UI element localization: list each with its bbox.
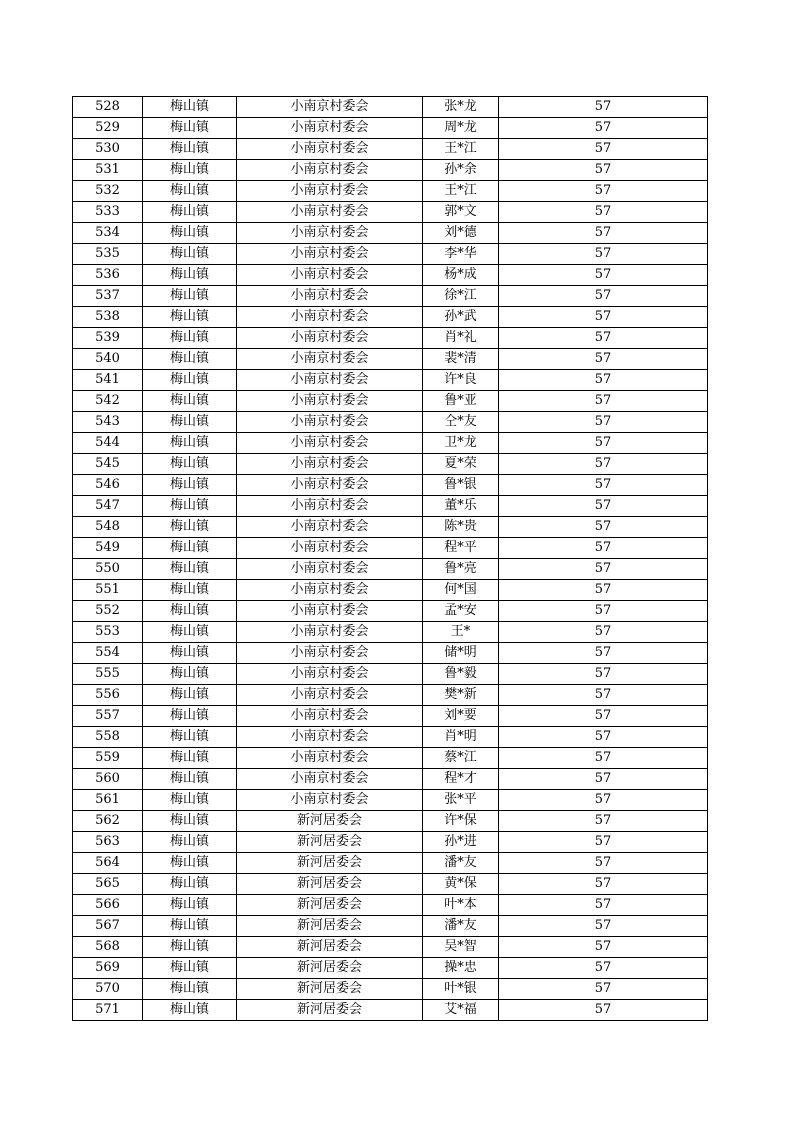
cell-committee: 新河居委会	[237, 937, 423, 958]
cell-amount: 57	[499, 412, 708, 433]
cell-name: 潘*友	[423, 916, 499, 937]
table-row	[73, 664, 708, 685]
cell-committee: 小南京村委会	[237, 454, 423, 475]
table-row	[73, 328, 708, 349]
cell-town: 梅山镇	[143, 244, 237, 265]
cell-amount: 57	[499, 706, 708, 727]
table-row	[73, 433, 708, 454]
table-row	[73, 412, 708, 433]
cell-amount: 57	[499, 160, 708, 181]
cell-name: 夏*荣	[423, 454, 499, 475]
table-row	[73, 202, 708, 223]
cell-town: 梅山镇	[143, 790, 237, 811]
cell-committee: 新河居委会	[237, 958, 423, 979]
table-row	[73, 265, 708, 286]
cell-number: 564	[73, 853, 143, 874]
cell-amount: 57	[499, 496, 708, 517]
cell-amount: 57	[499, 328, 708, 349]
cell-amount: 57	[499, 202, 708, 223]
cell-town: 梅山镇	[143, 223, 237, 244]
cell-amount: 57	[499, 1000, 708, 1021]
cell-town: 梅山镇	[143, 664, 237, 685]
cell-committee: 新河居委会	[237, 832, 423, 853]
cell-committee: 小南京村委会	[237, 538, 423, 559]
cell-amount: 57	[499, 349, 708, 370]
table-row	[73, 601, 708, 622]
table-body	[73, 97, 708, 1021]
table-row	[73, 727, 708, 748]
cell-name: 李*华	[423, 244, 499, 265]
cell-amount: 57	[499, 727, 708, 748]
cell-committee: 小南京村委会	[237, 286, 423, 307]
cell-number: 548	[73, 517, 143, 538]
table-row	[73, 748, 708, 769]
table-row	[73, 979, 708, 1000]
cell-committee: 新河居委会	[237, 895, 423, 916]
cell-amount: 57	[499, 244, 708, 265]
cell-number: 544	[73, 433, 143, 454]
cell-number: 566	[73, 895, 143, 916]
cell-number: 565	[73, 874, 143, 895]
cell-committee: 小南京村委会	[237, 559, 423, 580]
cell-town: 梅山镇	[143, 454, 237, 475]
table-row	[73, 391, 708, 412]
cell-town: 梅山镇	[143, 643, 237, 664]
table-row	[73, 349, 708, 370]
cell-town: 梅山镇	[143, 475, 237, 496]
cell-name: 刘*德	[423, 223, 499, 244]
cell-name: 许*良	[423, 370, 499, 391]
cell-amount: 57	[499, 895, 708, 916]
cell-name: 王*	[423, 622, 499, 643]
cell-number: 536	[73, 265, 143, 286]
cell-town: 梅山镇	[143, 202, 237, 223]
table-row	[73, 160, 708, 181]
cell-committee: 小南京村委会	[237, 370, 423, 391]
cell-committee: 小南京村委会	[237, 160, 423, 181]
cell-town: 梅山镇	[143, 370, 237, 391]
cell-committee: 小南京村委会	[237, 790, 423, 811]
cell-number: 568	[73, 937, 143, 958]
table-row	[73, 496, 708, 517]
cell-amount: 57	[499, 622, 708, 643]
cell-name: 程*才	[423, 769, 499, 790]
cell-name: 张*龙	[423, 97, 499, 118]
cell-number: 528	[73, 97, 143, 118]
cell-number: 546	[73, 475, 143, 496]
table-row	[73, 559, 708, 580]
cell-amount: 57	[499, 790, 708, 811]
cell-number: 538	[73, 307, 143, 328]
cell-amount: 57	[499, 832, 708, 853]
cell-committee: 新河居委会	[237, 1000, 423, 1021]
cell-committee: 小南京村委会	[237, 622, 423, 643]
cell-committee: 小南京村委会	[237, 97, 423, 118]
cell-amount: 57	[499, 538, 708, 559]
cell-amount: 57	[499, 181, 708, 202]
cell-number: 554	[73, 643, 143, 664]
cell-town: 梅山镇	[143, 307, 237, 328]
cell-number: 539	[73, 328, 143, 349]
cell-number: 562	[73, 811, 143, 832]
cell-amount: 57	[499, 664, 708, 685]
cell-number: 533	[73, 202, 143, 223]
cell-name: 程*平	[423, 538, 499, 559]
cell-amount: 57	[499, 937, 708, 958]
cell-name: 蔡*江	[423, 748, 499, 769]
cell-name: 黄*保	[423, 874, 499, 895]
table-row	[73, 643, 708, 664]
table-row	[73, 580, 708, 601]
cell-name: 王*江	[423, 181, 499, 202]
cell-town: 梅山镇	[143, 118, 237, 139]
table-row	[73, 223, 708, 244]
cell-town: 梅山镇	[143, 769, 237, 790]
cell-committee: 新河居委会	[237, 811, 423, 832]
cell-number: 530	[73, 139, 143, 160]
cell-committee: 小南京村委会	[237, 139, 423, 160]
cell-name: 陈*贵	[423, 517, 499, 538]
cell-name: 郭*文	[423, 202, 499, 223]
cell-committee: 小南京村委会	[237, 349, 423, 370]
cell-committee: 小南京村委会	[237, 727, 423, 748]
cell-committee: 小南京村委会	[237, 118, 423, 139]
cell-amount: 57	[499, 643, 708, 664]
cell-committee: 小南京村委会	[237, 244, 423, 265]
cell-number: 556	[73, 685, 143, 706]
table-row	[73, 538, 708, 559]
cell-name: 徐*江	[423, 286, 499, 307]
cell-name: 艾*福	[423, 1000, 499, 1021]
cell-town: 梅山镇	[143, 874, 237, 895]
cell-amount: 57	[499, 874, 708, 895]
cell-town: 梅山镇	[143, 97, 237, 118]
cell-number: 557	[73, 706, 143, 727]
cell-name: 储*明	[423, 643, 499, 664]
cell-number: 543	[73, 412, 143, 433]
table-row	[73, 769, 708, 790]
table-row	[73, 97, 708, 118]
cell-name: 叶*银	[423, 979, 499, 1000]
cell-town: 梅山镇	[143, 265, 237, 286]
cell-committee: 小南京村委会	[237, 706, 423, 727]
cell-committee: 小南京村委会	[237, 580, 423, 601]
cell-town: 梅山镇	[143, 622, 237, 643]
cell-number: 560	[73, 769, 143, 790]
cell-name: 孙*余	[423, 160, 499, 181]
cell-number: 549	[73, 538, 143, 559]
cell-amount: 57	[499, 517, 708, 538]
cell-committee: 小南京村委会	[237, 517, 423, 538]
table-row	[73, 937, 708, 958]
cell-number: 558	[73, 727, 143, 748]
cell-number: 542	[73, 391, 143, 412]
cell-number: 551	[73, 580, 143, 601]
cell-number: 567	[73, 916, 143, 937]
cell-name: 肖*明	[423, 727, 499, 748]
cell-name: 鲁*毅	[423, 664, 499, 685]
table-row	[73, 790, 708, 811]
cell-amount: 57	[499, 223, 708, 244]
cell-amount: 57	[499, 454, 708, 475]
cell-town: 梅山镇	[143, 580, 237, 601]
cell-number: 561	[73, 790, 143, 811]
cell-amount: 57	[499, 685, 708, 706]
cell-amount: 57	[499, 580, 708, 601]
cell-town: 梅山镇	[143, 559, 237, 580]
table-row	[73, 286, 708, 307]
cell-amount: 57	[499, 958, 708, 979]
cell-town: 梅山镇	[143, 748, 237, 769]
cell-town: 梅山镇	[143, 160, 237, 181]
cell-town: 梅山镇	[143, 139, 237, 160]
table-row	[73, 958, 708, 979]
cell-committee: 小南京村委会	[237, 496, 423, 517]
cell-name: 孙*进	[423, 832, 499, 853]
cell-name: 卫*龙	[423, 433, 499, 454]
table-row	[73, 475, 708, 496]
cell-amount: 57	[499, 307, 708, 328]
cell-number: 571	[73, 1000, 143, 1021]
cell-town: 梅山镇	[143, 727, 237, 748]
cell-town: 梅山镇	[143, 811, 237, 832]
table-row	[73, 685, 708, 706]
cell-name: 董*乐	[423, 496, 499, 517]
cell-name: 鲁*亚	[423, 391, 499, 412]
cell-name: 潘*友	[423, 853, 499, 874]
cell-amount: 57	[499, 916, 708, 937]
cell-name: 樊*新	[423, 685, 499, 706]
cell-town: 梅山镇	[143, 286, 237, 307]
cell-committee: 新河居委会	[237, 853, 423, 874]
cell-town: 梅山镇	[143, 895, 237, 916]
cell-amount: 57	[499, 748, 708, 769]
cell-committee: 小南京村委会	[237, 685, 423, 706]
cell-number: 552	[73, 601, 143, 622]
cell-town: 梅山镇	[143, 601, 237, 622]
table-row	[73, 916, 708, 937]
cell-town: 梅山镇	[143, 916, 237, 937]
cell-number: 569	[73, 958, 143, 979]
cell-amount: 57	[499, 286, 708, 307]
cell-town: 梅山镇	[143, 685, 237, 706]
cell-town: 梅山镇	[143, 853, 237, 874]
table-row	[73, 139, 708, 160]
cell-town: 梅山镇	[143, 412, 237, 433]
cell-town: 梅山镇	[143, 937, 237, 958]
table-row	[73, 1000, 708, 1021]
cell-amount: 57	[499, 391, 708, 412]
cell-name: 鲁*亮	[423, 559, 499, 580]
cell-number: 547	[73, 496, 143, 517]
data-table	[72, 96, 708, 1021]
table-row	[73, 622, 708, 643]
cell-name: 操*忠	[423, 958, 499, 979]
cell-name: 裴*清	[423, 349, 499, 370]
cell-name: 肖*礼	[423, 328, 499, 349]
cell-amount: 57	[499, 811, 708, 832]
cell-committee: 小南京村委会	[237, 412, 423, 433]
cell-number: 532	[73, 181, 143, 202]
cell-town: 梅山镇	[143, 832, 237, 853]
cell-town: 梅山镇	[143, 181, 237, 202]
cell-name: 刘*要	[423, 706, 499, 727]
table-row	[73, 517, 708, 538]
cell-number: 529	[73, 118, 143, 139]
cell-committee: 小南京村委会	[237, 601, 423, 622]
cell-committee: 小南京村委会	[237, 223, 423, 244]
cell-name: 孟*安	[423, 601, 499, 622]
cell-town: 梅山镇	[143, 979, 237, 1000]
cell-town: 梅山镇	[143, 391, 237, 412]
cell-town: 梅山镇	[143, 958, 237, 979]
cell-amount: 57	[499, 139, 708, 160]
cell-committee: 小南京村委会	[237, 769, 423, 790]
cell-town: 梅山镇	[143, 538, 237, 559]
cell-amount: 57	[499, 433, 708, 454]
cell-number: 545	[73, 454, 143, 475]
cell-committee: 小南京村委会	[237, 643, 423, 664]
cell-committee: 新河居委会	[237, 979, 423, 1000]
table-row	[73, 454, 708, 475]
cell-name: 叶*本	[423, 895, 499, 916]
cell-number: 541	[73, 370, 143, 391]
cell-town: 梅山镇	[143, 706, 237, 727]
cell-committee: 小南京村委会	[237, 475, 423, 496]
table-row	[73, 118, 708, 139]
table-row	[73, 181, 708, 202]
cell-number: 555	[73, 664, 143, 685]
cell-committee: 小南京村委会	[237, 265, 423, 286]
cell-committee: 小南京村委会	[237, 328, 423, 349]
cell-number: 537	[73, 286, 143, 307]
cell-number: 570	[73, 979, 143, 1000]
cell-committee: 小南京村委会	[237, 391, 423, 412]
cell-town: 梅山镇	[143, 1000, 237, 1021]
table-row	[73, 853, 708, 874]
cell-number: 531	[73, 160, 143, 181]
cell-amount: 57	[499, 97, 708, 118]
cell-amount: 57	[499, 265, 708, 286]
cell-committee: 小南京村委会	[237, 664, 423, 685]
cell-number: 553	[73, 622, 143, 643]
cell-town: 梅山镇	[143, 496, 237, 517]
table-row	[73, 307, 708, 328]
cell-number: 559	[73, 748, 143, 769]
cell-name: 仝*友	[423, 412, 499, 433]
cell-committee: 新河居委会	[237, 874, 423, 895]
cell-town: 梅山镇	[143, 433, 237, 454]
cell-name: 何*国	[423, 580, 499, 601]
cell-amount: 57	[499, 559, 708, 580]
cell-name: 张*平	[423, 790, 499, 811]
cell-amount: 57	[499, 601, 708, 622]
table-row	[73, 244, 708, 265]
cell-committee: 小南京村委会	[237, 307, 423, 328]
table-row	[73, 895, 708, 916]
table-row	[73, 370, 708, 391]
cell-amount: 57	[499, 118, 708, 139]
cell-town: 梅山镇	[143, 517, 237, 538]
cell-amount: 57	[499, 979, 708, 1000]
cell-name: 杨*成	[423, 265, 499, 286]
cell-amount: 57	[499, 475, 708, 496]
cell-name: 孙*武	[423, 307, 499, 328]
table-row	[73, 874, 708, 895]
cell-committee: 小南京村委会	[237, 181, 423, 202]
cell-name: 周*龙	[423, 118, 499, 139]
cell-committee: 小南京村委会	[237, 202, 423, 223]
cell-number: 535	[73, 244, 143, 265]
table-row	[73, 706, 708, 727]
cell-number: 540	[73, 349, 143, 370]
cell-amount: 57	[499, 370, 708, 391]
cell-number: 550	[73, 559, 143, 580]
cell-town: 梅山镇	[143, 349, 237, 370]
cell-number: 563	[73, 832, 143, 853]
cell-town: 梅山镇	[143, 328, 237, 349]
cell-amount: 57	[499, 769, 708, 790]
table-row	[73, 832, 708, 853]
cell-name: 许*保	[423, 811, 499, 832]
cell-committee: 小南京村委会	[237, 748, 423, 769]
cell-amount: 57	[499, 853, 708, 874]
cell-committee: 新河居委会	[237, 916, 423, 937]
cell-name: 王*江	[423, 139, 499, 160]
cell-name: 鲁*银	[423, 475, 499, 496]
table-row	[73, 811, 708, 832]
cell-committee: 小南京村委会	[237, 433, 423, 454]
cell-name: 吴*智	[423, 937, 499, 958]
cell-number: 534	[73, 223, 143, 244]
